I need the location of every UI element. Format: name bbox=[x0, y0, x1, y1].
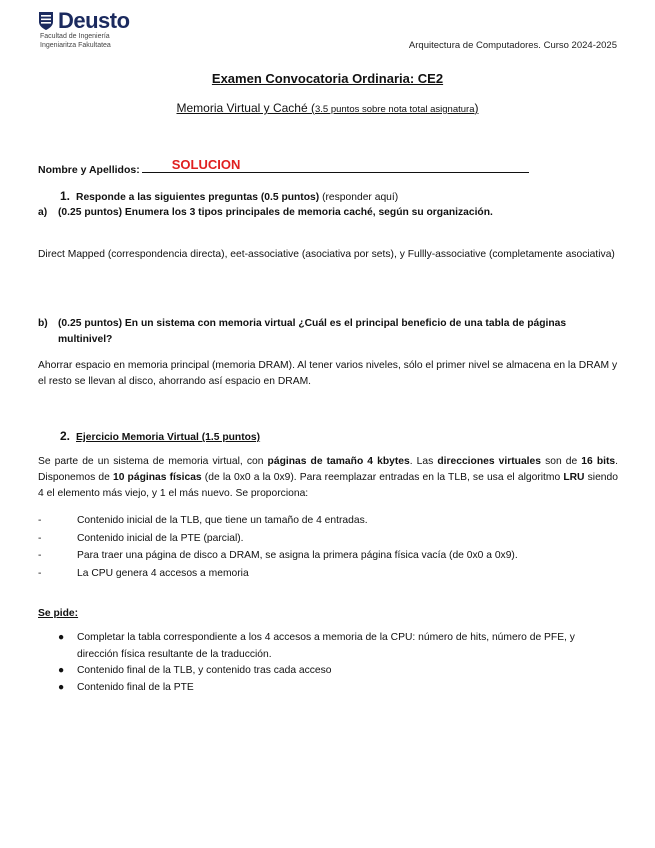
list-item bbox=[38, 565, 618, 583]
name-label: Nombre y Apellidos: bbox=[38, 164, 140, 176]
question-1-note: (responder aquí) bbox=[322, 192, 399, 203]
list-item bbox=[38, 512, 618, 530]
intro-address-bits: 16 bits bbox=[581, 456, 616, 467]
intro-text-5: (de la 0x0 a la 0x9). Para reemplazar entradas en la TLB, se usa el algoritmo bbox=[201, 472, 564, 483]
list-item-text: La CPU genera 4 accesos a memoria bbox=[77, 567, 249, 579]
list-item-text: Completar la tabla correspondiente a los 4 accesos a memoria de la CPU: número de hits, número de PFE, y dirección física resultante de la traducción. bbox=[77, 632, 575, 660]
question-2-intro bbox=[38, 454, 618, 502]
list-item-text: Para traer una página de disco a DRAM, se asigna la primera página física vacía (de 0x0 a 0x9). bbox=[77, 550, 518, 561]
intro-text-1: Se parte de un sistema de memoria virtual, con bbox=[38, 456, 268, 467]
list-item bbox=[38, 547, 618, 565]
course-header: Arquitectura de Computadores. Curso 2024-2025 bbox=[408, 40, 617, 51]
logo-subtitle-2: Ingeniaritza Fakultatea bbox=[40, 42, 111, 49]
name-value: SOLUCION bbox=[171, 157, 241, 172]
subtitle-close: ) bbox=[474, 101, 479, 115]
intro-physical-pages: 10 páginas físicas bbox=[112, 472, 202, 483]
question-1a-label: a) bbox=[38, 207, 48, 218]
intro-page-size: páginas de tamaño 4 kbytes bbox=[267, 456, 410, 467]
bullet-icon: ● bbox=[58, 681, 65, 693]
intro-text-6: siendo 4 el elemento más viejo, y 1 el más nuevo. Se proporciona: bbox=[38, 472, 618, 499]
answer-1a: Direct Mapped (correspondencia directa), eet-associative (asociativa por sets), y Fullly-associative (completamente asociativa) bbox=[38, 249, 615, 260]
subtitle-points: 3.5 puntos sobre nota total asignatura bbox=[314, 104, 475, 115]
list-item bbox=[38, 663, 618, 680]
exam-title: Examen Convocatoria Ordinaria: CE2 bbox=[211, 71, 444, 86]
university-logo bbox=[38, 10, 158, 50]
exam-subtitle bbox=[0, 101, 655, 115]
question-1a bbox=[38, 205, 618, 221]
dash-marker: - bbox=[38, 532, 42, 544]
dash-marker: - bbox=[38, 515, 42, 526]
question-2-title: Ejercicio Memoria Virtual (1.5 puntos) bbox=[76, 432, 261, 443]
list-item bbox=[38, 630, 618, 663]
question-2-heading bbox=[60, 428, 260, 446]
question-1b-text-2: multinivel? bbox=[58, 334, 113, 345]
subtitle-main: Memoria Virtual y Caché ( bbox=[176, 101, 315, 115]
given-list bbox=[38, 512, 618, 582]
intro-virtual-addresses: direcciones virtuales bbox=[437, 456, 542, 467]
answer-1b: Ahorrar espacio en memoria principal (memoria DRAM). Al tener varios niveles, sólo el primer nivel se almacena en la DRAM y el resto se llevan al disco, ahorrando así espacio en DRAM. bbox=[38, 360, 618, 387]
name-field bbox=[142, 158, 529, 173]
bullet-icon: ● bbox=[58, 665, 65, 676]
question-1b-label: b) bbox=[38, 318, 48, 329]
question-1a-text: (0.25 puntos) Enumera los 3 tipos principales de memoria caché, según su organización. bbox=[58, 207, 493, 218]
deusto-shield-icon bbox=[38, 11, 54, 31]
list-item-text: Contenido inicial de la PTE (parcial). bbox=[77, 532, 244, 544]
question-1-title: Responde a las siguientes preguntas (0.5 puntos) bbox=[76, 192, 320, 203]
question-2-number: 2. bbox=[60, 429, 71, 443]
list-item bbox=[38, 680, 618, 697]
question-1b bbox=[38, 316, 618, 348]
dash-marker: - bbox=[38, 550, 42, 561]
list-item bbox=[38, 530, 618, 548]
question-1-number: 1. bbox=[60, 189, 71, 203]
name-field-row bbox=[38, 158, 529, 176]
list-item-text: Contenido final de la PTE bbox=[77, 681, 194, 693]
intro-text-4: . Disponemos de bbox=[38, 456, 619, 483]
list-item-text: Contenido final de la TLB, y contenido tras cada acceso bbox=[77, 665, 332, 676]
task-list bbox=[38, 630, 618, 696]
se-pide-heading: Se pide: bbox=[38, 608, 79, 619]
question-1b-text-1: (0.25 puntos) En un sistema con memoria virtual ¿Cuál es el principal beneficio de una tabla de páginas bbox=[58, 318, 567, 329]
intro-lru: LRU bbox=[563, 472, 585, 483]
dash-marker: - bbox=[38, 567, 42, 579]
intro-text-3: son de bbox=[541, 456, 582, 467]
intro-text-2: . Las bbox=[409, 456, 438, 467]
bullet-icon: ● bbox=[58, 632, 65, 643]
logo-wordmark: Deusto bbox=[58, 8, 130, 33]
logo-subtitle-1: Facultad de Ingeniería bbox=[40, 33, 110, 40]
list-item-text: Contenido inicial de la TLB, que tiene un tamaño de 4 entradas. bbox=[77, 515, 368, 526]
question-1-heading bbox=[60, 188, 398, 206]
